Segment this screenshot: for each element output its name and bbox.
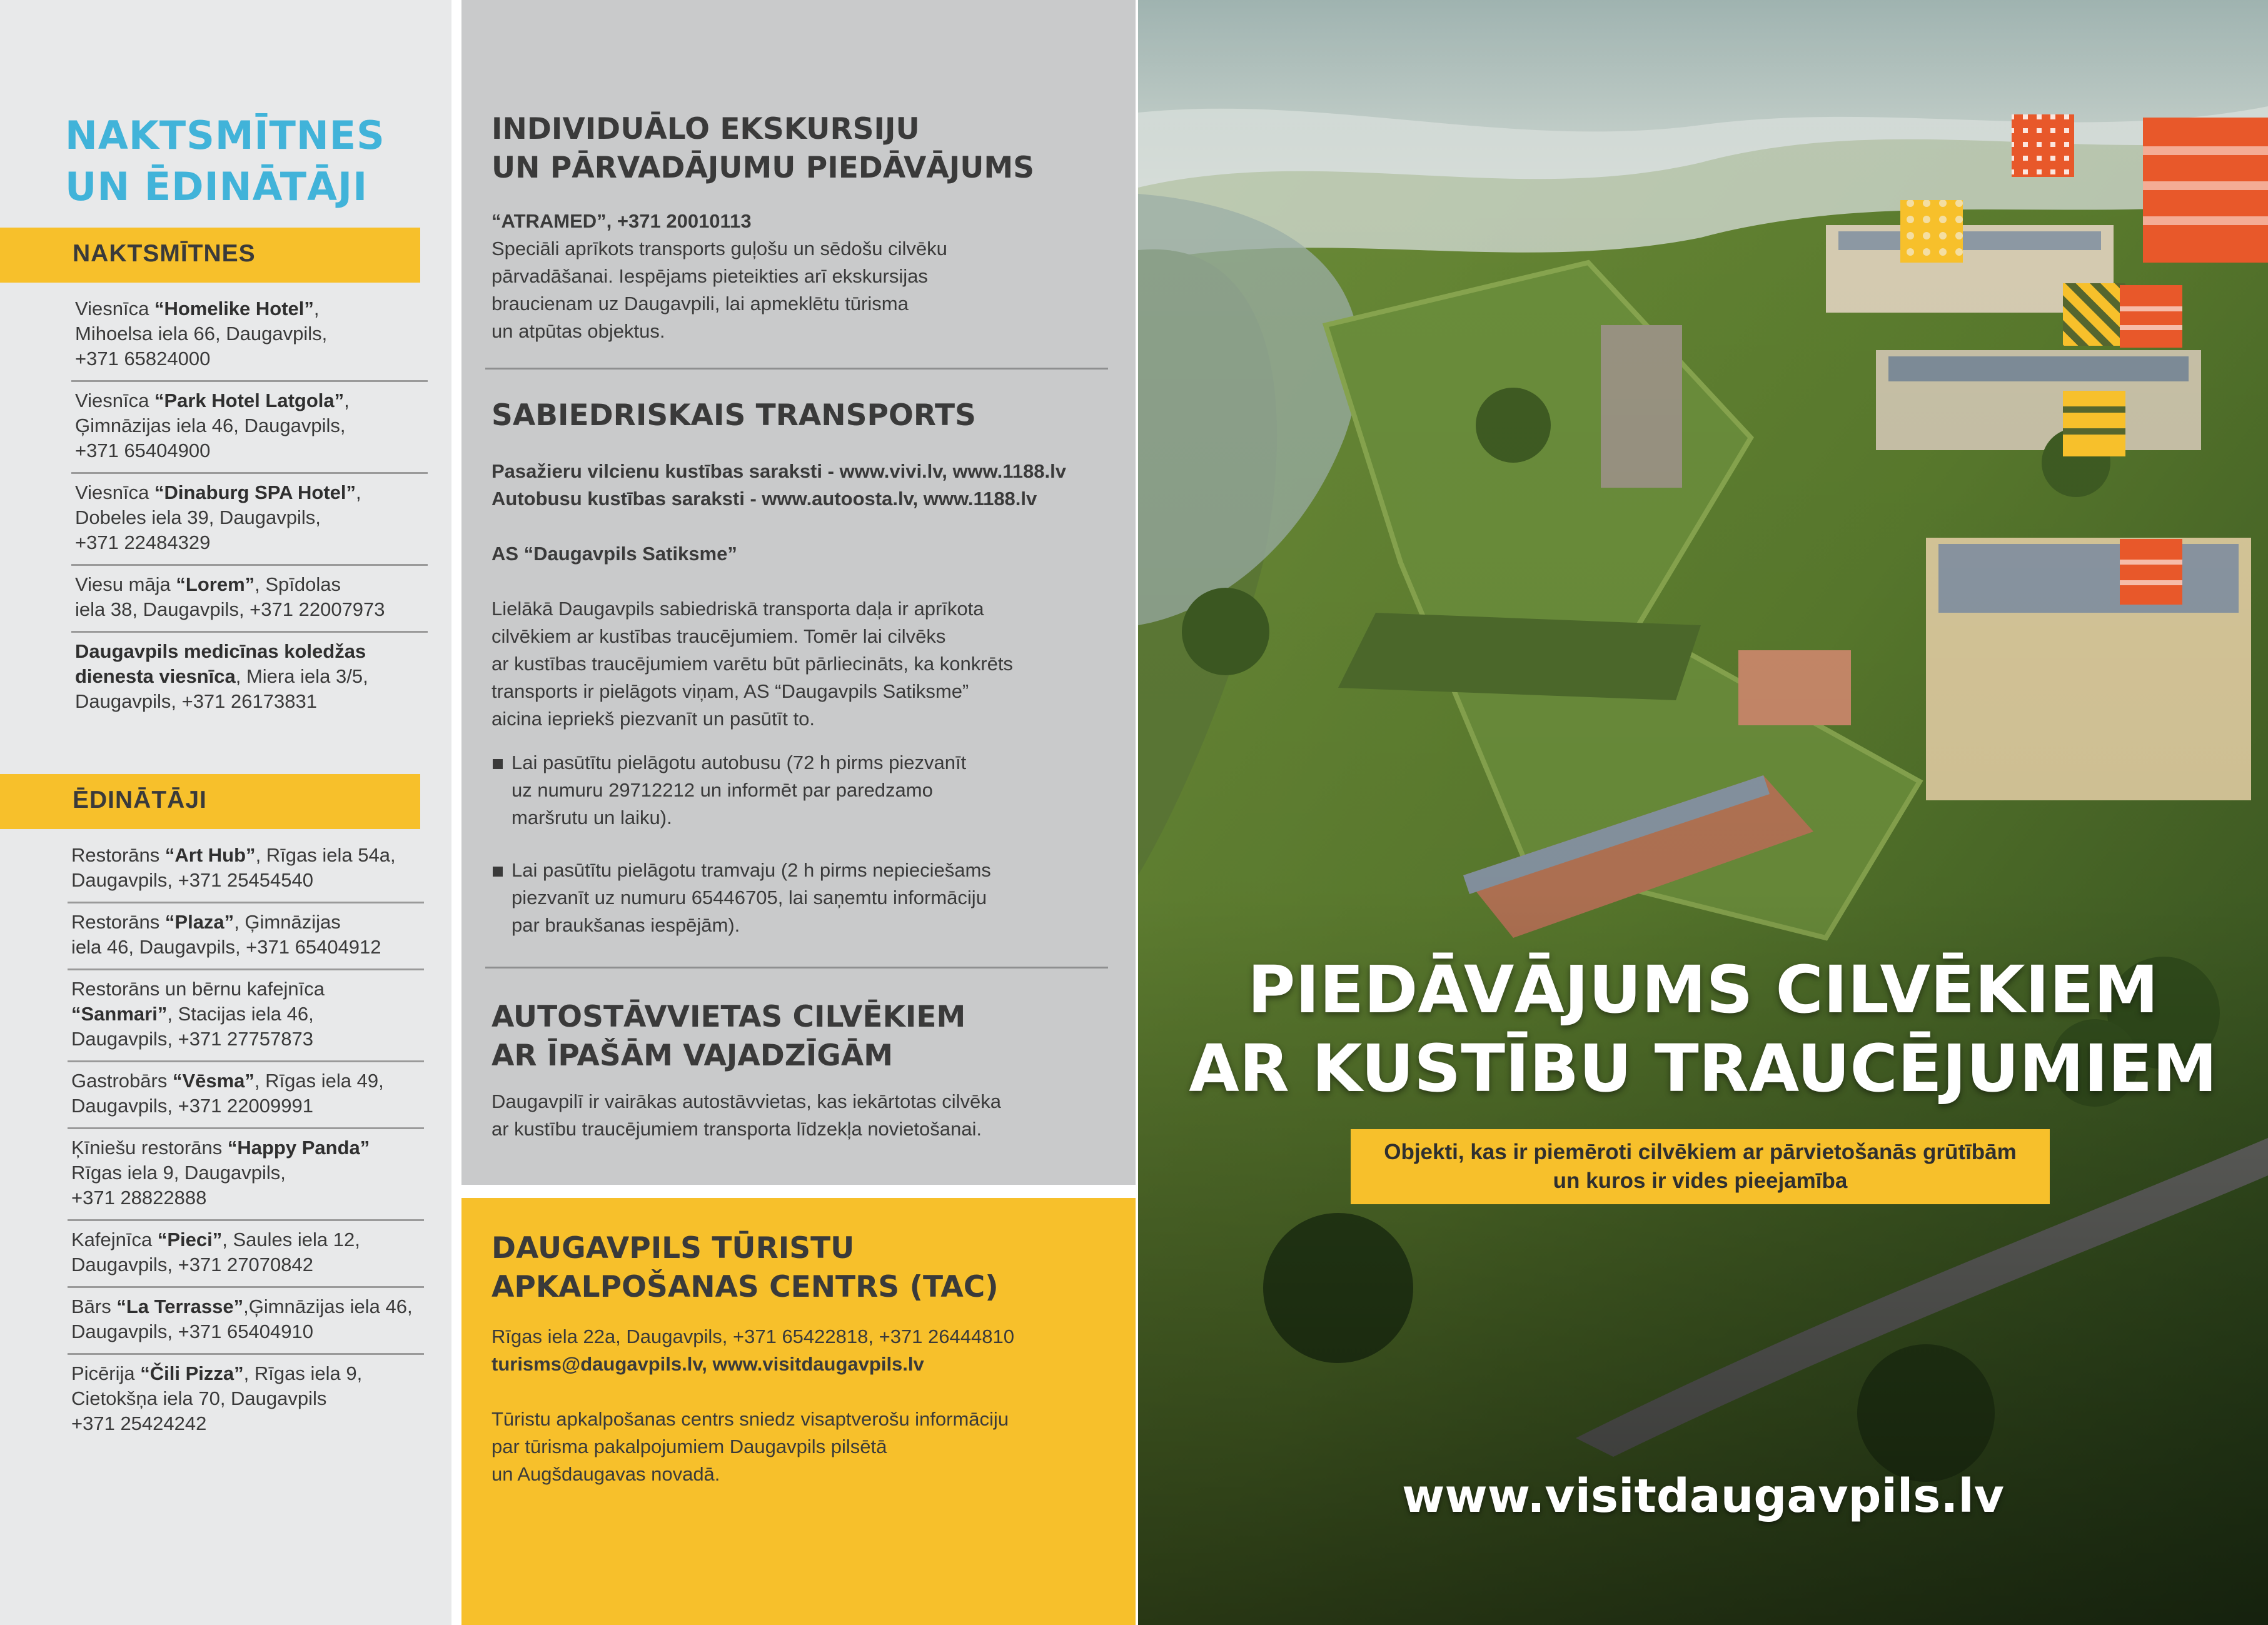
text-line: par tūrisma pakalpojumiem Daugavpils pilsētā [491, 1436, 887, 1457]
text-line [75, 664, 423, 689]
text-line [491, 263, 1104, 290]
text-run: , [313, 298, 320, 319]
text-run: Daugavpils, +371 25454540 [71, 869, 313, 891]
text-line [71, 1386, 419, 1411]
text-line [71, 1252, 419, 1277]
text-run: Restorāns [71, 911, 165, 933]
text-line [75, 530, 423, 555]
cover-subtitle-line: un kuros ir vides pieejamība [1553, 1169, 1848, 1193]
excursions-text [491, 208, 1104, 345]
text-line [71, 1411, 419, 1436]
bold-text: “La Terrasse” [116, 1295, 244, 1317]
accommodation-dining-panel [0, 0, 451, 1625]
text-line: ar kustību traucējumiem transporta līdzekļa novietošanai. [491, 1118, 982, 1140]
accommodation-header [0, 228, 420, 283]
text-run: Picērija [71, 1362, 141, 1384]
text-line [75, 572, 423, 597]
text-line [75, 321, 423, 346]
transport-heading [491, 396, 1104, 435]
text-run: , Ģimnāzijas [234, 911, 341, 933]
bold-text: “Dinaburg SPA Hotel” [154, 481, 356, 503]
text-run: Viesu māja [75, 573, 176, 595]
text-run: ,Ģimnāzijas iela 46, [243, 1295, 413, 1317]
bold-text: dienesta viesnīca [75, 665, 236, 687]
text-run: , [356, 481, 361, 503]
text-line: Lielākā Daugavpils sabiedriskā transporta daļa ir aprīkota [491, 598, 984, 620]
dining-entry [68, 903, 424, 970]
text-line [71, 843, 419, 868]
heading-line: DAUGAVPILS TŪRISTU [491, 1231, 855, 1265]
text-run: Kafejnīca [71, 1229, 158, 1250]
heading-line: APKALPOŠANAS CENTRS (TAC) [491, 1270, 999, 1304]
accommodation-list [71, 290, 428, 723]
dining-entry [68, 1062, 424, 1129]
text-line: aicina iepriekš piezvanīt un pasūtīt to. [491, 708, 815, 730]
text-line [491, 485, 1104, 513]
transport-company: AS “Daugavpils Satiksme” [491, 543, 737, 565]
dining-entry [68, 837, 424, 903]
text-line: Lai pasūtītu pielāgotu autobusu (72 h pirms piezvanīt [512, 752, 967, 773]
text-line [71, 1361, 419, 1386]
text-run: , Miera iela 3/5, [235, 665, 368, 687]
text-line [71, 1069, 419, 1094]
text-run: Restorāns un bērnu kafejnīca [71, 978, 325, 1000]
heading-line: SABIEDRISKAIS TRANSPORTS [491, 398, 976, 433]
bold-text: “Lorem” [176, 573, 255, 595]
text-line [491, 290, 1104, 318]
text-run: Ķīniešu restorāns [71, 1137, 228, 1159]
text-line [75, 480, 423, 505]
text-line [71, 977, 419, 1002]
dining-header [0, 774, 420, 829]
bold-text: “Park Hotel Latgola” [154, 390, 345, 411]
text-run: braucienam uz Daugavpili, lai apmeklētu tūrisma [491, 293, 909, 314]
text-run: Cietokšņa iela 70, Daugavpils [71, 1387, 327, 1409]
text-line: Lai pasūtītu pielāgotu tramvaju (2 h pirms nepieciešams [512, 859, 991, 881]
text-run: Dobeles iela 39, Daugavpils, [75, 506, 321, 528]
bold-text: “Homelike Hotel” [154, 298, 314, 319]
text-run: +371 22484329 [75, 531, 211, 553]
panel-title-line: UN ĒDINĀTĀJI [65, 164, 368, 209]
text-run: , Saules iela 12, [222, 1229, 360, 1250]
panel-title [65, 110, 415, 213]
text-run: Speciāli aprīkots transports guļošu un sēdošu cilvēku [491, 238, 947, 259]
text-line [71, 1319, 419, 1344]
tac-section [491, 1229, 1104, 1488]
bullet-item [491, 857, 1104, 939]
tac-web-link[interactable]: turisms@daugavpils.lv, www.visitdaugavpils.lv [491, 1353, 924, 1375]
text-line [71, 1135, 419, 1160]
text-line [75, 689, 423, 714]
transport-paragraph [491, 595, 1104, 733]
cover-subtitle [1351, 1129, 2050, 1204]
excursions-heading [491, 110, 1104, 188]
text-run: Restorāns [71, 844, 165, 866]
accommodation-entry [71, 633, 428, 723]
text-run: Mihoelsa iela 66, Daugavpils, [75, 323, 328, 345]
bold-text: “Art Hub” [164, 844, 256, 866]
text-run: Daugavpils, +371 65404910 [71, 1321, 313, 1342]
accommodation-entry [71, 382, 428, 474]
text-line [71, 1027, 419, 1052]
text-line: par braukšanas iespējām). [512, 914, 740, 936]
text-line [75, 388, 423, 413]
text-run: Daugavpils, +371 22009991 [71, 1095, 313, 1117]
text-line [71, 1227, 419, 1252]
text-run: Bārs [71, 1295, 117, 1317]
text-line [491, 318, 1104, 345]
text-line: transports ir pielāgots viņam, AS “Daugavpils Satiksme” [491, 680, 969, 702]
text-line: Daugavpilī ir vairākas autostāvvietas, kas iekārtotas cilvēka [491, 1090, 1001, 1112]
accommodation-header-label: NAKTSMĪTNES [73, 240, 256, 267]
text-run: un atpūtas objektus. [491, 320, 665, 342]
text-line: Tūristu apkalpošanas centrs sniedz visaptverošu informāciju [491, 1408, 1009, 1430]
text-run: Viesnīca [75, 481, 154, 503]
cover-title-line: AR KUSTĪBU TRAUCĒJUMIEM [1189, 1030, 2217, 1107]
text-line: maršrutu un laiku). [512, 807, 672, 828]
bold-text: “Happy Panda” [227, 1137, 370, 1159]
text-line [71, 868, 419, 893]
text-line [75, 505, 423, 530]
text-run: Viesnīca [75, 298, 154, 319]
text-run: Rīgas iela 9, Daugavpils, [71, 1162, 286, 1184]
bold-text: “ATRAMED”, +371 20010113 [491, 210, 752, 232]
panel-title-line: NAKTSMĪTNES [65, 113, 385, 158]
text-run: +371 28822888 [71, 1187, 207, 1209]
dining-entry [68, 1288, 424, 1355]
bullet-item [491, 749, 1104, 832]
accommodation-entry [71, 566, 428, 633]
schedule-links [491, 458, 1104, 513]
text-line [75, 413, 423, 438]
heading-line: AR ĪPAŠĀM VAJADZĪGĀM [491, 1039, 894, 1073]
cover-title-line: PIEDĀVĀJUMS CILVĒKIEM [1247, 952, 2159, 1028]
text-run: Daugavpils, +371 27757873 [71, 1028, 313, 1050]
parking-paragraph [491, 1088, 1104, 1143]
text-line [491, 208, 1104, 235]
dining-header-label: ĒDINĀTĀJI [73, 787, 207, 813]
text-run: Gastrobārs [71, 1070, 173, 1092]
text-line: un Augšdaugavas novadā. [491, 1463, 720, 1485]
excursions-section [491, 110, 1104, 345]
text-line [491, 235, 1104, 263]
dining-entry [68, 1129, 424, 1221]
bold-text: “Sanmari” [71, 1003, 168, 1025]
text-run: iela 46, Daugavpils, +371 65404912 [71, 936, 381, 958]
text-run: Daugavpils, +371 27070842 [71, 1254, 313, 1275]
bold-text: “Vēsma” [172, 1070, 255, 1092]
text-run: Viesnīca [75, 390, 154, 411]
heading-line: INDIVIDUĀLO EKSKURSIJU [491, 112, 920, 146]
text-run: pārvadāšanai. Iespējams pieteikties arī ekskursijas [491, 265, 928, 287]
dining-entry [68, 1221, 424, 1288]
tac-address: Rīgas iela 22a, Daugavpils, +371 65422818, +371 26444810 [491, 1326, 1014, 1347]
text-line [71, 1094, 419, 1119]
text-line [491, 458, 1104, 485]
text-run: , Spīdolas [255, 573, 341, 595]
text-line [75, 346, 423, 371]
text-line: cilvēkiem ar kustības traucējumiem. Tomēr lai cilvēks [491, 625, 946, 647]
dining-entry [68, 970, 424, 1062]
tac-paragraph [491, 1406, 1104, 1488]
accommodation-entry [71, 290, 428, 382]
text-line [71, 1185, 419, 1210]
text-line: piezvanīt uz numuru 65446705, lai saņemtu informāciju [512, 887, 987, 908]
text-run: iela 38, Daugavpils, +371 22007973 [75, 598, 385, 620]
cover-subtitle-line: Objekti, kas ir piemēroti cilvēkiem ar pārvietošanās grūtībām [1384, 1140, 2017, 1164]
dining-list [68, 837, 424, 1445]
bold-text: Pasažieru vilcienu kustības saraksti - www.vivi.lv, www.1188.lv [491, 460, 1066, 482]
text-run: , Rīgas iela 9, [243, 1362, 363, 1384]
text-run: Daugavpils, +371 26173831 [75, 690, 317, 712]
text-line [75, 296, 423, 321]
text-line [71, 1160, 419, 1185]
website-link[interactable]: www.visitdaugavpils.lv [1401, 1469, 2005, 1523]
dining-entry [68, 1355, 424, 1445]
text-line [71, 1294, 419, 1319]
text-run: , Stacijas iela 46, [167, 1003, 314, 1025]
text-line: uz numuru 29712212 un informēt par paredzamo [512, 779, 933, 801]
text-line [75, 597, 423, 622]
heading-line: AUTOSTĀVVIETAS CILVĒKIEM [491, 1000, 966, 1034]
text-run: +371 65824000 [75, 348, 211, 370]
cover-title [1138, 950, 2268, 1108]
text-line [71, 1002, 419, 1027]
text-run: , Rīgas iela 54a, [255, 844, 396, 866]
divider [485, 368, 1108, 370]
tac-heading [491, 1229, 1104, 1307]
heading-line: UN PĀRVADĀJUMU PIEDĀVĀJUMS [491, 151, 1035, 185]
cover-photo [1138, 0, 2268, 1625]
text-line [75, 438, 423, 463]
transport-bullets [491, 749, 1104, 939]
bold-text: Daugavpils medicīnas koledžas [75, 640, 366, 662]
accommodation-entry [71, 474, 428, 566]
text-line: ar kustības traucējumiem varētu būt pārliecināts, ka konkrēts [491, 653, 1013, 675]
bold-text: “Čili Pizza” [140, 1362, 244, 1384]
bold-text: “Pieci” [157, 1229, 223, 1250]
bold-text: Autobusu kustības saraksti - www.autoosta.lv, www.1188.lv [491, 488, 1037, 510]
text-run: +371 25424242 [71, 1412, 207, 1434]
text-line [71, 935, 419, 960]
text-run: , [344, 390, 350, 411]
text-run: +371 65404900 [75, 440, 211, 461]
text-line [75, 639, 423, 664]
parking-section [491, 998, 1104, 1143]
text-line [71, 910, 419, 935]
text-run: Ģimnāzijas iela 46, Daugavpils, [75, 415, 346, 436]
divider [485, 967, 1108, 968]
aerial-fortress-photo [1138, 0, 2268, 1625]
transport-section [491, 396, 1104, 939]
text-run: , Rīgas iela 49, [254, 1070, 384, 1092]
parking-heading [491, 998, 1104, 1075]
bold-text: “Plaza” [164, 911, 234, 933]
